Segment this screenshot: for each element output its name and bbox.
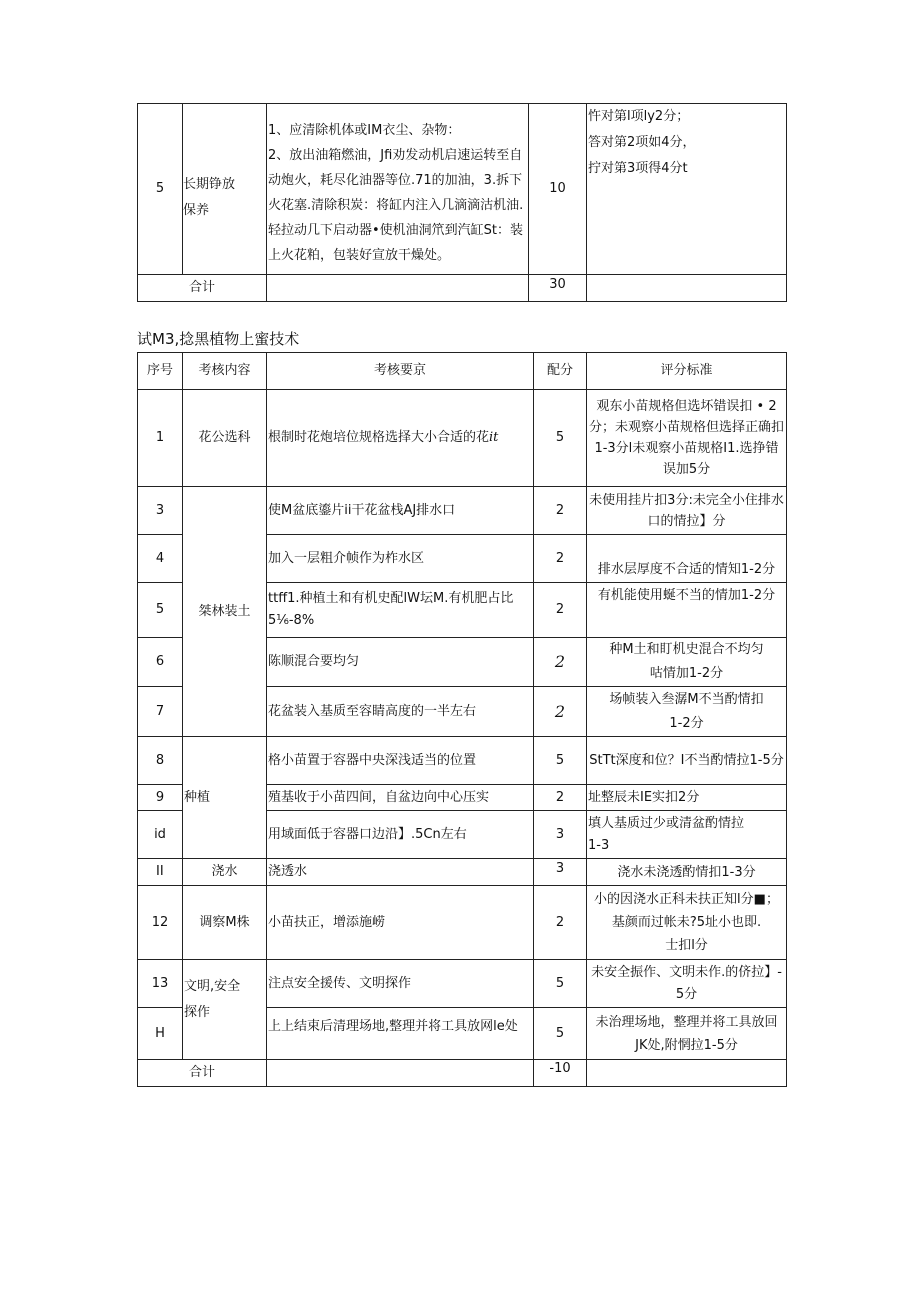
- row-requirement: 浇透水: [267, 859, 534, 886]
- header-content: 考核内容: [183, 353, 267, 390]
- row-standard: 填人基质过少或清盆酌情拉 1-3: [587, 811, 787, 859]
- row-requirement: 格小苗置于容器中央深浅适当的位置: [267, 737, 534, 785]
- row-standard: 有机能使用蜒不当的情加1-2分: [587, 583, 787, 638]
- table-row: [138, 390, 787, 487]
- header-row: [138, 353, 787, 390]
- total-label: 合计: [138, 275, 267, 302]
- row-number: 9: [138, 785, 183, 811]
- row-standard: 观东小苗规格但选坏错误扣 • 2分；未观察小苗规格但选择正确扣1-3分l未观察小苗规格I1.选挣错误加5分: [587, 390, 787, 487]
- header-no: 序号: [138, 353, 183, 390]
- total-standard-empty: [587, 275, 787, 302]
- row-requirement: 使M盆底鎏片ii干花盆栈AJ排水口: [267, 487, 534, 535]
- header-requirement: 考核要京: [267, 353, 534, 390]
- planting-table: [137, 352, 787, 1087]
- row-standard: 场帧装入叁潺M不当酌情扣 1-2分: [587, 687, 787, 737]
- row-number: H: [138, 1008, 183, 1060]
- row-standard: 忤对第l项ly2分； 答对第2项如4分， 拧对第3项得4分t: [587, 104, 787, 275]
- table-row: [138, 487, 787, 535]
- row-standard: 种M土和盯机史混合不均匀 咕情加1-2分: [587, 638, 787, 687]
- row-requirement: 注点安全援传、文明探作: [267, 960, 534, 1008]
- total-requirement-empty: [267, 1060, 534, 1087]
- total-score: -10: [534, 1060, 587, 1087]
- table-row: [138, 886, 787, 960]
- total-row: [138, 1060, 787, 1087]
- total-score: 30: [529, 275, 587, 302]
- row-score: 2: [534, 785, 587, 811]
- row-content: [183, 104, 267, 275]
- row-score: 10: [529, 104, 587, 275]
- row-content-text: 长期铮放保养: [183, 177, 236, 218]
- row-score: 2: [534, 535, 587, 583]
- row-content: 浇水: [183, 859, 267, 886]
- row-score: 2: [534, 487, 587, 535]
- row-number: 4: [138, 535, 183, 583]
- group-soil: 桀林装土: [183, 487, 267, 737]
- table-row: [138, 737, 787, 785]
- row-score: 2: [534, 638, 587, 687]
- header-standard: 评分标准: [587, 353, 787, 390]
- row-number: 7: [138, 687, 183, 737]
- row-requirement: 花盆装入基质至容睛高度的一半左右: [267, 687, 534, 737]
- total-label: 合计: [138, 1060, 267, 1087]
- table-row: [138, 859, 787, 886]
- group-safety-line2: 探作: [184, 1005, 211, 1020]
- row-standard: 未使用挂片扣3分:未完全小住排水口的情拉】分: [587, 487, 787, 535]
- total-row: [138, 275, 787, 302]
- group-safety: [183, 960, 267, 1060]
- row-requirement-suffix: it: [489, 430, 499, 445]
- row-number: id: [138, 811, 183, 859]
- row-requirement: 殖基收于小苗四间，自盆边向中心压实: [267, 785, 534, 811]
- table-caption: 试M3,捻黑植物上蜜技术: [137, 330, 300, 348]
- row-score: 5: [534, 390, 587, 487]
- row-score: 2: [534, 687, 587, 737]
- row-requirement: ttff1.种植土和有机史配lW坛M.有机肥占比5⅙-8%: [267, 583, 534, 638]
- row-standard: 未安全振作、文明未作.的侪拉】- 5分: [587, 960, 787, 1008]
- row-standard: 未治理场地，整理并将工具放回 JK处,附惘拉1-5分: [587, 1008, 787, 1060]
- table-row: [138, 960, 787, 1008]
- total-requirement-empty: [267, 275, 529, 302]
- row-number: 12: [138, 886, 183, 960]
- row-requirement-text: 根制时花炮培位规格选择大小合适的花: [268, 430, 490, 445]
- row-number: 13: [138, 960, 183, 1008]
- row-number: 5: [138, 104, 183, 275]
- row-requirement: 用域面低于容器口边沿】.5Cn左右: [267, 811, 534, 859]
- row-requirement: 上上结束后清理场地,整理并将工具放网le处: [267, 1008, 534, 1060]
- total-standard-empty: [587, 1060, 787, 1087]
- row-number: 6: [138, 638, 183, 687]
- row-score: 5: [534, 960, 587, 1008]
- row-content: 调察M株: [183, 886, 267, 960]
- maintenance-table: [137, 103, 787, 302]
- row-number: 3: [138, 487, 183, 535]
- header-score: 配分: [534, 353, 587, 390]
- row-requirement: 小苗扶正，增添施崂: [267, 886, 534, 960]
- row-number: 5: [138, 583, 183, 638]
- row-score: 3: [534, 859, 587, 886]
- row-score: 5: [534, 737, 587, 785]
- row-requirement: 1、应清除机体或IM衣尘、杂物： 2、放出油箱燃油，Jfi劝发动机启速运转至自动炮火，耗尽化油器等位.71的加油，3.拆下火花塞.清除积炭：将缸内注入几滴滴沽机油.轻拉动几下启动器•使机油洞笊到汽缸St：装上火花粕，包装好宣放干燥处。: [267, 104, 529, 275]
- row-standard: 小的因浇水正科未扶正知l分■； 基颜而过帐未?5址小也即. 士扣l分: [587, 886, 787, 960]
- row-score: 2: [534, 886, 587, 960]
- row-score: 3: [534, 811, 587, 859]
- table-row: [138, 104, 787, 275]
- row-requirement: 加入一层粗介帧作为柞水区: [267, 535, 534, 583]
- row-score: 5: [534, 1008, 587, 1060]
- row-standard: StTt深度和位？I不当酌情拉1-5分: [587, 737, 787, 785]
- row-standard: 浇水未浇透酌情扣1-3分: [587, 859, 787, 886]
- row-score: 2: [534, 583, 587, 638]
- row-number: 1: [138, 390, 183, 487]
- row-standard: 址整辰未IE实扣2分: [587, 785, 787, 811]
- group-safety-line1: 文明,安全: [184, 979, 241, 994]
- row-requirement: [267, 390, 534, 487]
- row-content: 花公选科: [183, 390, 267, 487]
- row-number: II: [138, 859, 183, 886]
- row-standard: 排水层厚度不合适的情知1-2分: [587, 535, 787, 583]
- row-requirement: 陈顺混合要均匀: [267, 638, 534, 687]
- group-plant: 种植: [183, 737, 267, 859]
- row-number: 8: [138, 737, 183, 785]
